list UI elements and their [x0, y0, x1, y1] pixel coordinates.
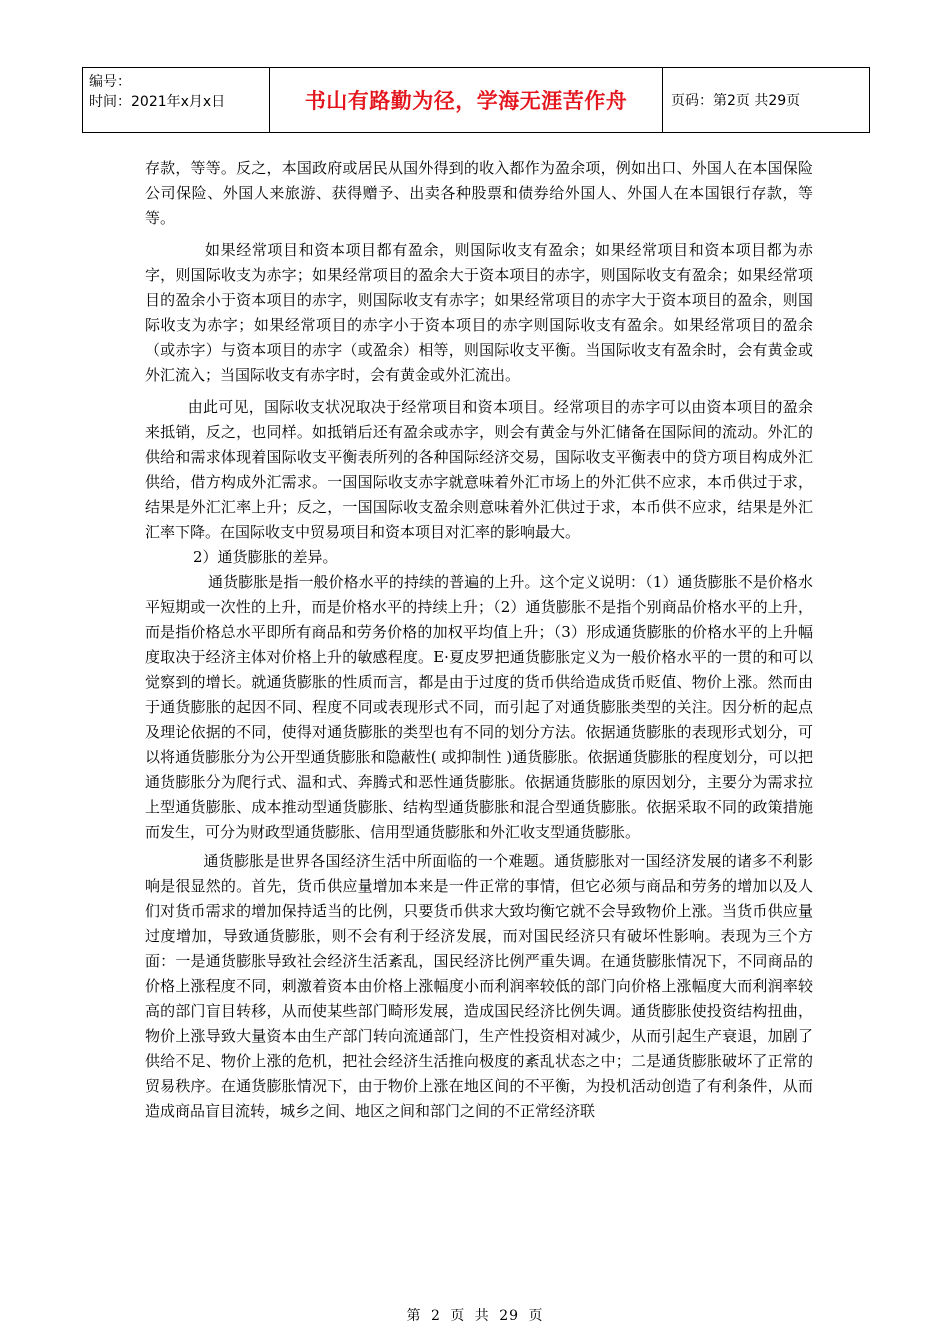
paragraph: 通货膨胀是指一般价格水平的持续的普遍的上升。这个定义说明：（1）通货膨胀不是价格水平短期或一次性的上升，而是价格水平的持续上升；（2）通货膨胀不是指个别商品价格水平的上升，而是指价格总水平即所有商品和劳务价格的加权平均值上升；（3）形成通货膨胀的价格水平的上升幅度取决于经济主体对价格上升的敏感程度。E·夏皮罗把通货膨胀定义为一般价格水平的一贯的和可以觉察到的增长。就通货膨胀的性质而言，都是由于过度的货币供给造成货币贬值、物价上涨。然而由于通货膨胀的起因不同、程度不同或表现形式不同，而引起了对通货膨胀类型的关注。因分析的起点及理论依据的不同，使得对通货膨胀的类型也有不同的划分方法。依据通货膨胀的表现形式划分，可以将通货膨胀分为公开型通货膨胀和隐蔽性( 或抑制性 )通货膨胀。依据通货膨胀的程度划分，可以把通货膨胀分为爬行式、温和式、奔腾式和恶性通货膨胀。依据通货膨胀的原因划分，主要分为需求拉上型通货膨胀、成本推动型通货膨胀、结构型通货膨胀和混合型通货膨胀。依据采取不同的政策措施而发生，可分为财政型通货膨胀、信用型通货膨胀和外汇收支型通货膨胀。 — [145, 573, 813, 841]
footer-page-number: 第 2 页 共 29 页 — [406, 1308, 544, 1324]
paragraph: 通货膨胀是世界各国经济生活中所面临的一个难题。通货膨胀对一国经济发展的诸多不利影响是很显然的。首先，货币供应量增加本来是一件正常的事情，但它必须与商品和劳务的增加以及人们对货币需求的增加保持适当的比例，只要货币供求大致均衡它就不会导致物价上涨。当货币供应量过度增加，导致通货膨胀，则不会有利于经济发展，而对国民经济只有破坏性影响。表现为三个方面：一是通货膨胀导致社会经济生活紊乱，国民经济比例严重失调。在通货膨胀情况下，不同商品的价格上涨程度不同，刺激着资本由价格上涨幅度小而利润率较低的部门向价格上涨幅度大而利润率较高的部门盲目转移，从而使某些部门畸形发展，造成国民经济比例失调。通货膨胀使投资结构扭曲，物价上涨导致大量资本由生产部门转向流通部门，生产性投资相对减少，从而引起生产衰退，加剧了供给不足、物价上涨的危机，把社会经济生活推向极度的紊乱状态之中；二是通货膨胀破坏了正常的贸易秩序。在通货膨胀情况下，由于物价上涨在地区间的不平衡，为投机活动创造了有利条件，从而造成商品盲目流转，城乡之间、地区之间和部门之间的不正常经济联 — [145, 852, 813, 1120]
header-info-cell — [83, 68, 270, 133]
header-motto: 书山有路勤为径，学海无涯苦作舟 — [270, 68, 663, 133]
paragraph: 由此可见，国际收支状况取决于经常项目和资本项目。经常项目的赤字可以由资本项目的盈余来抵销，反之，也同样。如抵销后还有盈余或赤字，则会有黄金与外汇储备在国际间的流动。外汇的供给和需求体现着国际收支平衡表所列的各种国际经济交易，国际收支平衡表中的贷方项目构成外汇供给，借方构成外汇需求。一国国际收支赤字就意味着外汇市场上的外汇供不应求，本币供过于求，结果是外汇汇率上升；反之，一国国际收支盈余则意味着外汇供过于求，本币供不应求，结果是外汇汇率下降。在国际收支中贸易项目和资本项目对汇率的影响最大。 — [145, 398, 813, 541]
document-number: 编号： — [89, 74, 131, 90]
paragraph: 如果经常项目和资本项目都有盈余，则国际收支有盈余；如果经常项目和资本项目都为赤字，则国际收支为赤字；如果经常项目的盈余大于资本项目的赤字，则国际收支有盈余；如果经常项目的盈余小于资本项目的赤字，则国际收支有赤字；如果经常项目的赤字大于资本项目的盈余，则国际收支为赤字；如果经常项目的赤字小于资本项目的赤字则国际收支有盈余。如果经常项目的盈余（或赤字）与资本项目的赤字（或盈余）相等，则国际收支平衡。当国际收支有盈余时，会有黄金或外汇流入；当国际收支有赤字时，会有黄金或外汇流出。 — [145, 241, 813, 384]
document-date: 时间：2021年x月x日 — [89, 94, 226, 110]
paragraph: 存款，等等。反之，本国政府或居民从国外得到的收入都作为盈余项，例如出口、外国人在本国保险公司保险、外国人来旅游、获得赠予、出卖各种股票和债券给外国人、外国人在本国银行存款，等等。 — [145, 159, 813, 227]
page-header — [82, 67, 870, 133]
page-footer — [0, 1305, 950, 1325]
section-heading: 2）通货膨胀的差异。 — [193, 548, 338, 566]
header-page-number: 页码：第2页 共29页 — [663, 68, 870, 133]
document-body — [145, 156, 813, 1124]
